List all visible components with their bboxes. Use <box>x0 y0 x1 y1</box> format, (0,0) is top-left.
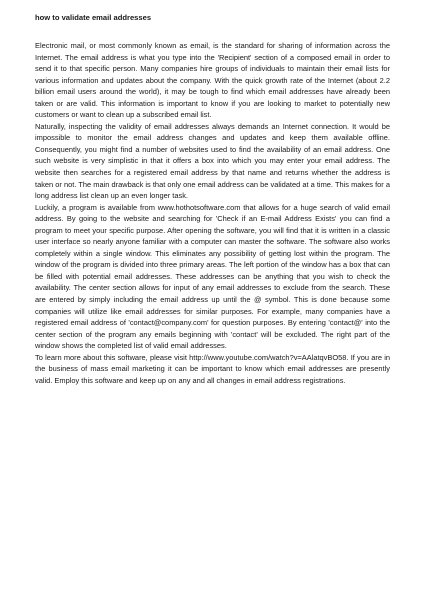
document-page <box>35 12 390 386</box>
paragraph-intro: Electronic mail, or most commonly known as email, is the standard for sharing of information across the Internet. The email address is what you type into the 'Recipient' section of a composed email in order to send it to that specific person. Many companies hire groups of individuals to maintain their email lists for various information and updates about the company. With the quick growth rate of the Internet (about 2.2 billion email users around the world), it may be tough to find which email addresses have already been taken or are valid. This information is important to know if you are looking to market to potentially new customers or want to clean up a subscribed email list. <box>35 41 390 120</box>
document-title: how to validate email addresses <box>35 13 152 22</box>
paragraph-validity: Naturally, inspecting the validity of email addresses always demands an Internet connection. It would be impossible to monitor the email address changes and updates and keep them available offline. Consequently, you might find a number of websites used to find the availability of an email address. One such website is very simplistic in that it offers a box into which you may enter your email address. The website then searches for a registered email address by that name and returns whether the address is taken or not. The main drawback is that only one email address can be validated at a time. This makes for a long address list clean up an even longer task. <box>35 121 390 201</box>
paragraph-program: Luckily, a program is available from www.hothotsoftware.com that allows for a huge search of valid email address. By going to the website and searching for 'Check if an E-mail Address Exists' you can find a program to meet your specific purpose. After opening the software, you will find that it is written in a classic user interface so nearly anyone familiar with a computer can master the software. The software also works completely within a single window. This eliminates any possibility of getting lost within the program. The window of the program is divided into three primary areas. The left portion of the window has a box that can be filled with potential email addresses. These addresses can be anything that you wish to check the availability. The center section allows for input of any email addresses to exclude from the search. These are entered by simply including the email address up until the @ symbol. This is done because some companies will utilize like email addresses for similar purposes. For example, many companies have a registered email address of 'contact@company.com' for question purposes. By entering 'contact@' into the center section of the program any emails beginning with 'contact' will be excluded. The right part of the window shows the completed list of valid email addresses. <box>35 202 390 351</box>
paragraph-learn-more: To learn more about this software, please visit http://www.youtube.com/watch?v=AAlatqvBO58. If you are in the business of mass email marketing it can be important to know which email addresses are presently valid. Employ this software and keep up on any and all changes in email address registrations. <box>35 352 390 385</box>
